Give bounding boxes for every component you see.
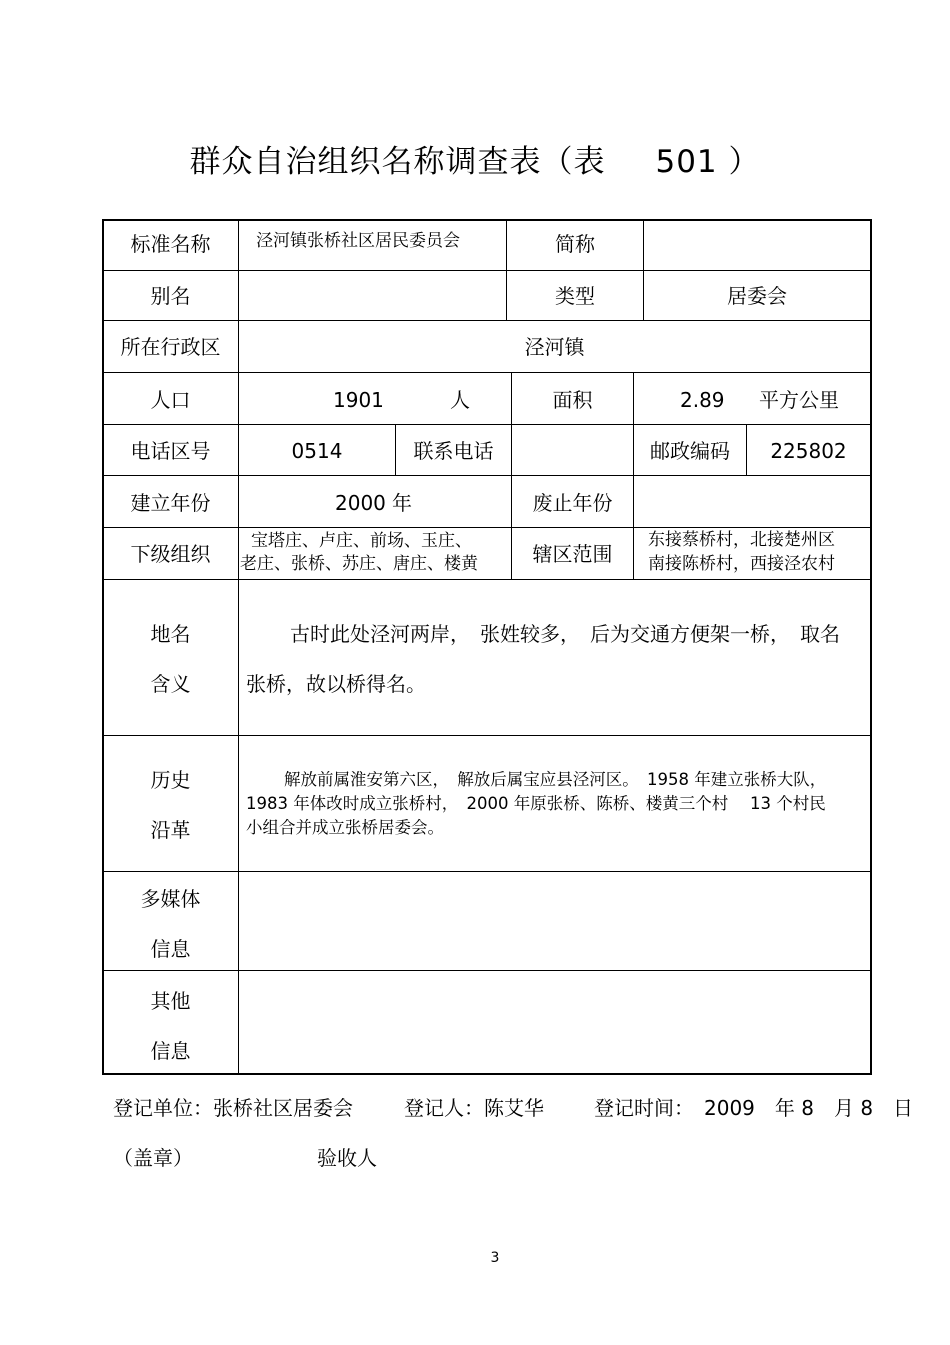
population-label: 人口 xyxy=(150,388,191,412)
row-divider xyxy=(102,219,872,221)
media-label-1: 多媒体 xyxy=(140,887,201,911)
title-text: 群众自治组织名称调查表（表 xyxy=(189,144,606,180)
area-code-label: 电话区号 xyxy=(130,439,211,463)
type-label: 类型 xyxy=(555,284,595,308)
short-name-label: 简称 xyxy=(555,232,595,256)
history-label-2: 沿革 xyxy=(150,818,191,842)
row-divider xyxy=(102,579,872,580)
row-divider xyxy=(102,871,872,872)
history-line1: 解放前属淮安第六区， 解放后属宝应县泾河区。 1958 年建立张桥大队， xyxy=(284,770,827,789)
jurisdiction-label: 辖区范围 xyxy=(532,542,613,566)
founded-label: 建立年份 xyxy=(130,491,211,515)
row-divider xyxy=(102,320,872,321)
col-divider xyxy=(511,424,512,476)
area-label: 面积 xyxy=(552,388,593,412)
register-unit: 登记单位：张桥社区居委会 xyxy=(113,1096,353,1120)
history-line3: 小组合并成立张桥居委会。 xyxy=(246,818,444,837)
history-label-1: 历史 xyxy=(150,768,191,792)
register-date: 登记时间： 2009 年 8 月 8 日 xyxy=(594,1096,914,1120)
meaning-label-2: 含义 xyxy=(150,672,191,696)
page-title xyxy=(0,136,950,181)
district-value: 泾河镇 xyxy=(524,335,585,359)
col-divider xyxy=(633,372,634,424)
row-divider xyxy=(102,970,872,971)
meaning-line2: 张桥，故以桥得名。 xyxy=(246,672,426,696)
sub-org-line2: 老庄、张桥、苏庄、唐庄、楼黄 xyxy=(240,554,478,574)
jurisdiction-line1: 东接蔡桥村，北接楚州区 xyxy=(648,530,835,550)
seal-note: （盖章） xyxy=(113,1146,193,1170)
type-value: 居委会 xyxy=(727,284,787,308)
population-unit: 人 xyxy=(450,388,470,412)
founded-value: 2000 xyxy=(335,491,386,515)
row-divider xyxy=(102,270,872,271)
acceptor: 验收人 xyxy=(317,1146,377,1170)
area-code-value: 0514 xyxy=(291,439,343,463)
col-divider xyxy=(633,475,634,579)
page-number: 3 xyxy=(490,1250,500,1266)
population-value: 1901 xyxy=(333,388,384,412)
jurisdiction-line2: 南接陈桥村，西接泾农村 xyxy=(648,554,835,574)
founded-unit: 年 xyxy=(392,491,412,515)
row-divider xyxy=(102,424,872,425)
standard-name-label: 标准名称 xyxy=(130,232,211,256)
row-divider xyxy=(102,1073,872,1075)
row-divider xyxy=(102,735,872,736)
abolished-label: 废止年份 xyxy=(532,491,613,515)
history-line2: 1983 年体改时成立张桥村， 2000 年原张桥、陈桥、楼黄三个村 13 个村民 xyxy=(246,794,826,813)
other-label-1: 其他 xyxy=(150,989,191,1013)
table-number: 501 ） xyxy=(655,144,761,180)
standard-name-value: 泾河镇张桥社区居民委员会 xyxy=(256,231,460,251)
sub-org-label: 下级组织 xyxy=(130,542,211,566)
other-label-2: 信息 xyxy=(150,1039,191,1063)
media-label-2: 信息 xyxy=(150,937,191,961)
row-divider xyxy=(102,527,872,528)
meaning-label-1: 地名 xyxy=(150,622,191,646)
sub-org-line1: 宝塔庄、卢庄、前场、玉庄、 xyxy=(251,531,472,551)
row-divider xyxy=(102,475,872,476)
registrar: 登记人：陈艾华 xyxy=(404,1096,544,1120)
col-divider xyxy=(870,219,872,1074)
postcode-value: 225802 xyxy=(770,439,847,463)
area-unit: 平方公里 xyxy=(759,388,839,412)
postcode-label: 邮政编码 xyxy=(650,439,730,463)
contact-phone-label: 联系电话 xyxy=(413,439,494,463)
area-value: 2.89 xyxy=(680,388,725,412)
alias-label: 别名 xyxy=(150,284,191,308)
district-label: 所在行政区 xyxy=(120,335,221,359)
row-divider xyxy=(102,372,872,373)
meaning-line1: 古时此处泾河两岸， 张姓较多， 后为交通方便架一桥， 取名 xyxy=(290,622,840,646)
